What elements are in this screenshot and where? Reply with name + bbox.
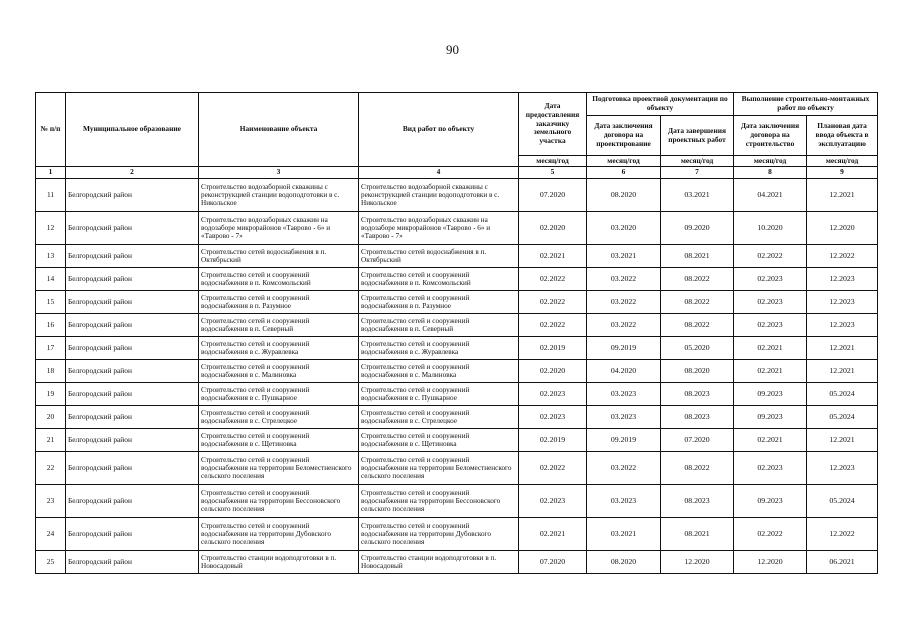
header-num: № п/п — [36, 93, 66, 167]
table-row — [36, 179, 878, 212]
design-complete-cell: 05.2020 — [661, 337, 734, 360]
column-number: 4 — [359, 167, 519, 179]
header-unit: месяц/год — [587, 156, 661, 167]
commissioning-cell: 12.2021 — [807, 337, 878, 360]
land-date-cell: 02.2022 — [519, 291, 587, 314]
header-group-design: Подготовка проектной документации по объекту — [587, 93, 734, 116]
land-date-cell: 02.2023 — [519, 485, 587, 518]
object-name-cell: Строительство сетей и сооружений водоснабжения в с. Пушкарное — [199, 383, 359, 406]
row-number: 24 — [36, 518, 66, 551]
commissioning-cell: 12.2021 — [807, 360, 878, 383]
header-land-date: Дата предоставления заказчику земельного участка — [519, 93, 587, 156]
work-type-cell: Строительство сетей и сооружений водоснабжения в п. Разумное — [359, 291, 519, 314]
design-contract-cell: 03.2022 — [587, 452, 661, 485]
table-row — [36, 212, 878, 245]
table-header — [36, 93, 878, 179]
design-complete-cell: 03.2021 — [661, 179, 734, 212]
header-unit: месяц/год — [661, 156, 734, 167]
municipality-cell: Белгородский район — [66, 314, 199, 337]
design-complete-cell: 07.2020 — [661, 429, 734, 452]
object-name-cell: Строительство сетей и сооружений водоснабжения на территории Бессоновского сельского поселения — [199, 485, 359, 518]
design-complete-cell: 08.2021 — [661, 245, 734, 268]
row-number: 25 — [36, 551, 66, 574]
design-contract-cell: 09.2019 — [587, 429, 661, 452]
construction-contract-cell: 02.2022 — [734, 245, 807, 268]
object-name-cell: Строительство сетей и сооружений водоснабжения в с. Стрелецкое — [199, 406, 359, 429]
row-number: 11 — [36, 179, 66, 212]
municipality-cell: Белгородский район — [66, 268, 199, 291]
municipality-cell: Белгородский район — [66, 291, 199, 314]
design-complete-cell: 08.2023 — [661, 485, 734, 518]
object-name-cell: Строительство сетей и сооружений водоснабжения на территории Беломестненского сельского поселения — [199, 452, 359, 485]
work-type-cell: Строительство сетей и сооружений водоснабжения на территории Беломестненского сельского поселения — [359, 452, 519, 485]
column-number: 3 — [199, 167, 359, 179]
header-object-name: Наименование объекта — [199, 93, 359, 167]
design-complete-cell: 08.2022 — [661, 314, 734, 337]
land-date-cell: 02.2022 — [519, 314, 587, 337]
design-contract-cell: 03.2022 — [587, 314, 661, 337]
municipality-cell: Белгородский район — [66, 429, 199, 452]
design-contract-cell: 03.2021 — [587, 518, 661, 551]
object-name-cell: Строительство сетей и сооружений водоснабжения в с. Щетиновка — [199, 429, 359, 452]
object-name-cell: Строительство сетей и сооружений водоснабжения в с. Журавлевка — [199, 337, 359, 360]
commissioning-cell: 12.2023 — [807, 314, 878, 337]
municipality-cell: Белгородский район — [66, 518, 199, 551]
header-unit: месяц/год — [519, 156, 587, 167]
design-complete-cell: 08.2020 — [661, 360, 734, 383]
design-complete-cell: 08.2023 — [661, 383, 734, 406]
construction-contract-cell: 09.2023 — [734, 383, 807, 406]
land-date-cell: 07.2020 — [519, 179, 587, 212]
table-row — [36, 485, 878, 518]
land-date-cell: 02.2019 — [519, 429, 587, 452]
row-number: 13 — [36, 245, 66, 268]
object-name-cell: Строительство сетей и сооружений водоснабжения на территории Дубовского сельского поселения — [199, 518, 359, 551]
work-type-cell: Строительство водозаборной скважины с реконструкцией станции водоподготовки в с. Никольское — [359, 179, 519, 212]
table-row — [36, 383, 878, 406]
work-type-cell: Строительство сетей и сооружений водоснабжения в с. Щетиновка — [359, 429, 519, 452]
table-row — [36, 314, 878, 337]
work-type-cell: Строительство сетей и сооружений водоснабжения в с. Стрелецкое — [359, 406, 519, 429]
construction-contract-cell: 12.2020 — [734, 551, 807, 574]
row-number: 17 — [36, 337, 66, 360]
object-name-cell: Строительство водозаборных скважин на водозаборе микрорайонов «Таврово - 6» и «Таврово - 7» — [199, 212, 359, 245]
design-contract-cell: 04.2020 — [587, 360, 661, 383]
construction-contract-cell: 04.2021 — [734, 179, 807, 212]
row-number: 21 — [36, 429, 66, 452]
commissioning-cell: 12.2020 — [807, 212, 878, 245]
land-date-cell: 02.2023 — [519, 383, 587, 406]
design-contract-cell: 03.2023 — [587, 406, 661, 429]
commissioning-cell: 06.2021 — [807, 551, 878, 574]
header-group-construction: Выполнение строительно-монтажных работ по объекту — [734, 93, 878, 116]
column-number: 9 — [807, 167, 878, 179]
construction-contract-cell: 02.2021 — [734, 429, 807, 452]
design-contract-cell: 03.2023 — [587, 383, 661, 406]
work-type-cell: Строительство сетей и сооружений водоснабжения в с. Журавлевка — [359, 337, 519, 360]
table-body — [36, 179, 878, 574]
column-number-row — [36, 167, 878, 179]
header-unit: месяц/год — [807, 156, 878, 167]
land-date-cell: 02.2020 — [519, 360, 587, 383]
municipality-cell: Белгородский район — [66, 383, 199, 406]
table-row — [36, 518, 878, 551]
row-number: 19 — [36, 383, 66, 406]
construction-contract-cell: 02.2021 — [734, 360, 807, 383]
header-design-contract: Дата заключения договора на проектирование — [587, 116, 661, 156]
row-number: 23 — [36, 485, 66, 518]
design-contract-cell: 03.2022 — [587, 268, 661, 291]
object-name-cell: Строительство сетей и сооружений водоснабжения в п. Северный — [199, 314, 359, 337]
work-type-cell: Строительство сетей и сооружений водоснабжения на территории Дубовского сельского поселения — [359, 518, 519, 551]
row-number: 16 — [36, 314, 66, 337]
table-row — [36, 551, 878, 574]
municipality-cell: Белгородский район — [66, 360, 199, 383]
object-name-cell: Строительство сетей и сооружений водоснабжения в п. Разумное — [199, 291, 359, 314]
design-contract-cell: 08.2020 — [587, 179, 661, 212]
design-complete-cell: 09.2020 — [661, 212, 734, 245]
object-name-cell: Строительство водозаборной скважины с реконструкцией станции водоподготовки в с. Никольское — [199, 179, 359, 212]
table-row — [36, 429, 878, 452]
table-row — [36, 360, 878, 383]
design-complete-cell: 08.2022 — [661, 291, 734, 314]
municipality-cell: Белгородский район — [66, 179, 199, 212]
object-name-cell: Строительство станции водоподготовки в п. Новосадовый — [199, 551, 359, 574]
design-complete-cell: 08.2023 — [661, 406, 734, 429]
land-date-cell: 02.2020 — [519, 212, 587, 245]
construction-contract-cell: 09.2023 — [734, 485, 807, 518]
header-construction-contract: Дата заключения договора на строительство — [734, 116, 807, 156]
land-date-cell: 02.2022 — [519, 268, 587, 291]
object-name-cell: Строительство сетей и сооружений водоснабжения в п. Комсомольский — [199, 268, 359, 291]
work-type-cell: Строительство сетей и сооружений водоснабжения в п. Комсомольский — [359, 268, 519, 291]
construction-contract-cell: 02.2023 — [734, 452, 807, 485]
work-type-cell: Строительство сетей водоснабжения в п. Октябрьский — [359, 245, 519, 268]
row-number: 22 — [36, 452, 66, 485]
row-number: 15 — [36, 291, 66, 314]
land-date-cell: 02.2019 — [519, 337, 587, 360]
design-contract-cell: 03.2020 — [587, 212, 661, 245]
commissioning-cell: 12.2022 — [807, 245, 878, 268]
commissioning-cell: 05.2024 — [807, 383, 878, 406]
header-municipality: Муниципальное образование — [66, 93, 199, 167]
header-design-complete: Дата завершения проектных работ — [661, 116, 734, 156]
column-number: 7 — [661, 167, 734, 179]
construction-contract-cell: 10.2020 — [734, 212, 807, 245]
design-complete-cell: 08.2022 — [661, 452, 734, 485]
schedule-table — [35, 92, 878, 574]
header-unit: месяц/год — [734, 156, 807, 167]
design-contract-cell: 03.2021 — [587, 245, 661, 268]
table-row — [36, 452, 878, 485]
municipality-cell: Белгородский район — [66, 406, 199, 429]
design-complete-cell: 08.2021 — [661, 518, 734, 551]
design-complete-cell: 12.2020 — [661, 551, 734, 574]
commissioning-cell: 12.2021 — [807, 179, 878, 212]
design-complete-cell: 08.2022 — [661, 268, 734, 291]
work-type-cell: Строительство сетей и сооружений водоснабжения на территории Бессоновского сельского поселения — [359, 485, 519, 518]
construction-contract-cell: 02.2021 — [734, 337, 807, 360]
header-commissioning: Плановая дата ввода объекта в эксплуатацию — [807, 116, 878, 156]
column-number: 6 — [587, 167, 661, 179]
municipality-cell: Белгородский район — [66, 452, 199, 485]
table-row — [36, 406, 878, 429]
work-type-cell: Строительство водозаборных скважин на водозаборе микрорайонов «Таврово - 6» и «Таврово - 7» — [359, 212, 519, 245]
header-work-type: Вид работ по объекту — [359, 93, 519, 167]
municipality-cell: Белгородский район — [66, 245, 199, 268]
municipality-cell: Белгородский район — [66, 485, 199, 518]
work-type-cell: Строительство станции водоподготовки в п. Новосадовый — [359, 551, 519, 574]
land-date-cell: 02.2021 — [519, 245, 587, 268]
construction-contract-cell: 02.2022 — [734, 518, 807, 551]
row-number: 18 — [36, 360, 66, 383]
municipality-cell: Белгородский район — [66, 212, 199, 245]
construction-contract-cell: 09.2023 — [734, 406, 807, 429]
construction-contract-cell: 02.2023 — [734, 291, 807, 314]
work-type-cell: Строительство сетей и сооружений водоснабжения в с. Пушкарное — [359, 383, 519, 406]
commissioning-cell: 12.2023 — [807, 452, 878, 485]
design-contract-cell: 03.2023 — [587, 485, 661, 518]
row-number: 20 — [36, 406, 66, 429]
table-row — [36, 268, 878, 291]
column-number: 2 — [66, 167, 199, 179]
design-contract-cell: 08.2020 — [587, 551, 661, 574]
commissioning-cell: 12.2023 — [807, 291, 878, 314]
object-name-cell: Строительство сетей водоснабжения в п. Октябрьский — [199, 245, 359, 268]
municipality-cell: Белгородский район — [66, 337, 199, 360]
construction-contract-cell: 02.2023 — [734, 314, 807, 337]
table-row — [36, 337, 878, 360]
column-number: 5 — [519, 167, 587, 179]
work-type-cell: Строительство сетей и сооружений водоснабжения в с. Малиновка — [359, 360, 519, 383]
page-number: 90 — [446, 42, 459, 57]
commissioning-cell: 12.2022 — [807, 518, 878, 551]
commissioning-cell: 05.2024 — [807, 485, 878, 518]
column-number: 1 — [36, 167, 66, 179]
table-row — [36, 245, 878, 268]
object-name-cell: Строительство сетей и сооружений водоснабжения в с. Малиновка — [199, 360, 359, 383]
row-number: 14 — [36, 268, 66, 291]
design-contract-cell: 03.2022 — [587, 291, 661, 314]
land-date-cell: 02.2023 — [519, 406, 587, 429]
column-number: 8 — [734, 167, 807, 179]
design-contract-cell: 09.2019 — [587, 337, 661, 360]
work-type-cell: Строительство сетей и сооружений водоснабжения в п. Северный — [359, 314, 519, 337]
municipality-cell: Белгородский район — [66, 551, 199, 574]
row-number: 12 — [36, 212, 66, 245]
table-row — [36, 291, 878, 314]
land-date-cell: 02.2022 — [519, 452, 587, 485]
commissioning-cell: 05.2024 — [807, 406, 878, 429]
construction-contract-cell: 02.2023 — [734, 268, 807, 291]
commissioning-cell: 12.2023 — [807, 268, 878, 291]
commissioning-cell: 12.2021 — [807, 429, 878, 452]
land-date-cell: 02.2021 — [519, 518, 587, 551]
land-date-cell: 07.2020 — [519, 551, 587, 574]
